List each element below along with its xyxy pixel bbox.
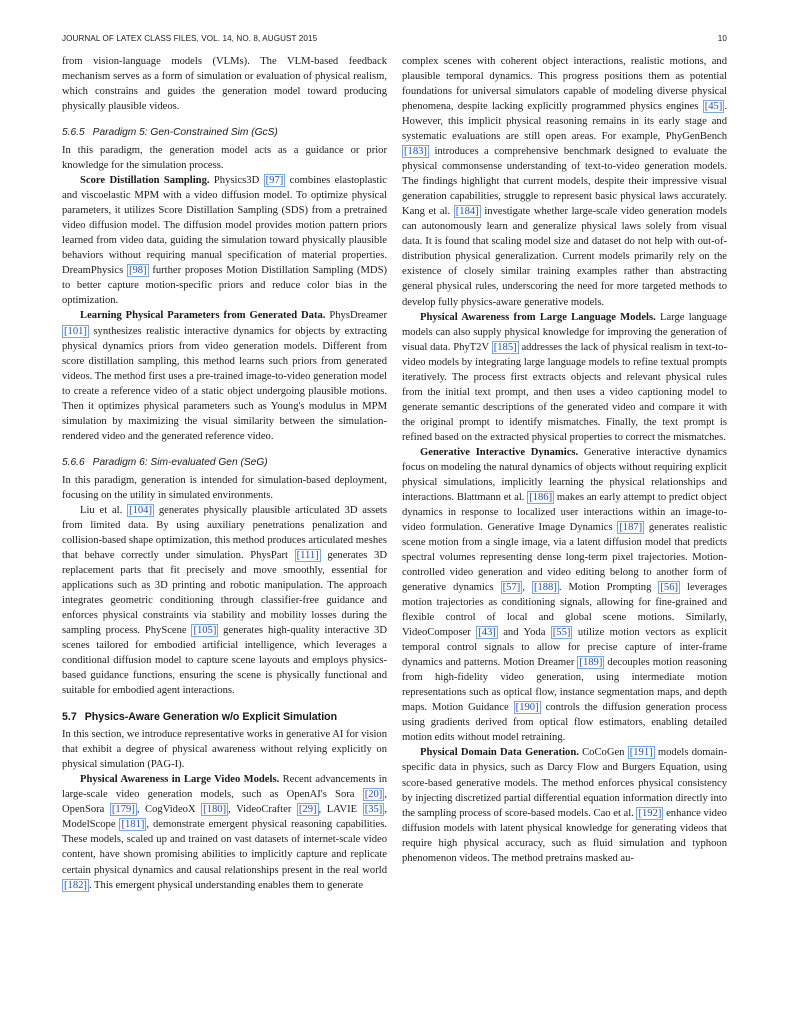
citation-link[interactable]: [43]: [478, 627, 496, 639]
paragraph-lead: Score Distillation Sampling.: [80, 175, 210, 187]
text: generates 3D replacement parts that fit precisely and move smoothly, essential for applications such as 3D printing and robotic manipulation. The approach integrates geometric conditioning through classifier-free guidance and enforces physical constraints via stability and mobility losses during the sampling process. PhyScene: [62, 549, 387, 637]
citation-link[interactable]: [188]: [533, 582, 557, 594]
paragraph-intro: from vision-language models (VLMs). The VLM-based feedback mechanism serves as a form of simulation or evaluation of physical realism, which constrains and guides the generation model toward producing physically plausible videos.: [62, 56, 387, 113]
citation-link[interactable]: [45]: [704, 101, 723, 113]
paragraph-565: In this paradigm, the generation model acts as a guidance or prior knowledge for the simulation process.: [62, 145, 387, 172]
citation-link[interactable]: [97]: [265, 175, 284, 187]
citation-link[interactable]: [55]: [552, 627, 571, 639]
citation-link[interactable]: [183]: [404, 146, 427, 158]
right-column: [402, 54, 727, 866]
text: Liu et al.: [80, 504, 128, 516]
text: CoCoGen: [578, 747, 628, 759]
citation-link[interactable]: [35]: [364, 804, 383, 816]
citation-link[interactable]: [186]: [529, 491, 553, 503]
citation-link[interactable]: [187]: [619, 521, 643, 533]
paragraph-57: In this section, we introduce representative works in generative AI for vision that exhibit a degree of physical awareness without relying explicitly on physical simulation (PAG-I).: [62, 729, 387, 771]
journal-header: JOURNAL OF LATEX CLASS FILES, VOL. 14, NO. 8, AUGUST 2015: [62, 34, 318, 43]
text: models domain-specific data in physics, such as Darcy Flow and Burgers Equation, using score-based generative models. The method enforces physical consistency by injecting discretized partial differential equation information directly into the sampling process of score-based models. Cao et al.: [402, 747, 728, 819]
text: , demonstrate emergent physical reasoning capabilities. These models, scaled up and trained on vast datasets of internet-scale video content, have shown promising abilities to implicitly capture and replicate certain physical dynamics and causal relationships present in the real world: [62, 819, 387, 876]
section-number: 5.7: [62, 711, 77, 724]
paragraph-liu: [62, 503, 387, 698]
citation-link[interactable]: [57]: [502, 582, 521, 594]
paragraph-continued: [402, 54, 727, 310]
paragraph-sds: [62, 173, 387, 308]
citation-link[interactable]: [185]: [493, 341, 517, 353]
paragraph-gid: [402, 445, 727, 746]
text: . However, this implicit physical reasoning remains in its early stage and systematic evaluations are still open areas. For example, PhyGenBench: [402, 101, 727, 143]
text: and Yoda: [497, 627, 551, 639]
text: , CogVideoX: [136, 804, 202, 816]
paragraph-llm: [402, 310, 727, 445]
text: controls the diffusion generation process using gradients derived from optical flow estimators, enabling detailed motion edits without model retraining.: [402, 702, 728, 744]
paragraph-lead: Physical Domain Data Generation.: [420, 747, 579, 759]
text: . This emergent physical understanding enables them to generate: [88, 879, 364, 891]
paragraph-lead: Generative Interactive Dynamics.: [420, 446, 579, 458]
text: PhysDreamer: [325, 310, 387, 322]
section-title: Paradigm 5: Gen-Constrained Sim (GcS): [92, 127, 278, 139]
citation-link[interactable]: [181]: [121, 819, 145, 831]
text: , LAVIE: [318, 804, 363, 816]
text: Physics3D: [209, 175, 264, 187]
citation-link[interactable]: [192]: [638, 807, 662, 819]
text: , VideoCrafter: [228, 804, 297, 816]
citation-link[interactable]: [191]: [629, 747, 653, 759]
citation-link[interactable]: [98]: [128, 265, 147, 277]
paragraph-lead: Physical Awareness in Large Video Models.: [80, 774, 280, 786]
subsection-heading-565: [62, 126, 387, 140]
citation-link[interactable]: [56]: [660, 582, 679, 594]
text: further proposes Motion Distillation Sampling (MDS) to better capture motion-specific priors and reduce color bias in the optimization.: [62, 265, 387, 307]
section-title: Paradigm 6: Sim-evaluated Gen (SeG): [92, 456, 268, 468]
citation-link[interactable]: [111]: [296, 549, 319, 561]
paragraph-palvm: [62, 772, 387, 892]
subsection-heading-566: [62, 456, 387, 470]
text: utilize motion vectors as explicit temporal control signals to allow for precise capture of inter-frame dynamics and patterns. Motion Dreamer: [402, 627, 728, 669]
text: ,: [522, 582, 532, 594]
paragraph-lpp: [62, 308, 387, 443]
text: . Motion Prompting: [558, 582, 659, 594]
text: Recent advancements in large-scale video generation models, such as OpenAI's Sora: [62, 774, 387, 801]
text: generates physically plausible articulated 3D assets from limited data. By using auxiliary penetrations penalization and collision-based shape optimization, this method produces articulated meshes that behave correctly under simulation. PhysPart: [62, 504, 387, 561]
citation-link[interactable]: [29]: [298, 804, 317, 816]
section-heading-57: [62, 710, 387, 724]
text: introduces a comprehensive benchmark designed to evaluate the physical commonsense understanding of text-to-video generation models. The findings highlight that current models, despite their impressive visual generation capabilities, struggle to represent basic physical laws accurately. Kang et al.: [402, 146, 727, 218]
text: complex scenes with coherent object interactions, realistic motions, and plausible temporal dynamics. This progress positions them as potential foundations for universal simulators capable of modeling diverse physical phenomena, despite lacking explicitly programmed physics engines: [402, 56, 727, 113]
citation-link[interactable]: [104]: [129, 504, 153, 516]
section-title: Physics-Aware Generation w/o Explicit Simulation: [84, 711, 338, 724]
citation-link[interactable]: [180]: [203, 804, 227, 816]
citation-link[interactable]: [101]: [64, 325, 87, 337]
citation-link[interactable]: [179]: [111, 804, 135, 816]
text: addresses the lack of physical realism in text-to-video models by integrating large language models to refine textual prompts iteratively. The process first extracts objects and relevant physical rules from the initial text prompt, and then uses a video captioning model to generate semantic descriptions of the generated video and compare it with the original prompt to identify mismatches. Finally, the text prompt is refined based on the extracted physical properties to correct the mismatches.: [402, 341, 727, 443]
citation-link[interactable]: [105]: [193, 625, 217, 637]
left-column: [62, 54, 387, 893]
section-number: 5.6.6: [62, 456, 85, 468]
text: generates high-quality interactive 3D scenes tailored for embodied artificial intelligence, which leverages a conditional diffusion model to capture scene layouts and employs physics-based guidance functions, ensuring the scene is physically functional and suitable for embodied agent interactions.: [62, 625, 387, 697]
text: investigate whether large-scale video generation models can autonomously learn and generalize physical laws solely from visual data. It is found that scaling model size and dataset do not help with out-of-distribution physical generalization. Current models primarily rely on the existence of closely similar training examples rather than abstracting general physical rules, underscoring the need for more targeted methods to develop fully physics-aware generative models.: [402, 206, 727, 308]
citation-link[interactable]: [182]: [64, 879, 87, 891]
text: makes an early attempt to predict object dynamics in response to localized user interactions within an image-to-video formulation. Generative Image Dynamics: [402, 491, 727, 533]
page-number: 10: [717, 34, 727, 43]
text: , ModelScope: [62, 804, 387, 831]
text: , OpenSora: [62, 789, 387, 816]
citation-link[interactable]: [189]: [579, 657, 603, 669]
text: synthesizes realistic interactive dynamics for objects by extracting physical dynamics priors from video generation models. Different from score distillation sampling, this method learns such priors from generated videos. The method first uses a pre-trained image-to-video generation model to create a reference video of a static object undergoing plausible motions. Then it optimizes physical parameters such as Young's modulus in MPM simulation by maximizing the visual similarity between the simulation-rendered video and the generated reference video.: [62, 325, 387, 442]
paragraph-lead: Learning Physical Parameters from Generated Data.: [80, 310, 326, 322]
running-header: [62, 34, 727, 48]
text: Generative interactive dynamics focus on modeling the natural dynamics of objects without requiring explicit physical simulations, implicitly learning the physical relationships and interactions. Blattmann et al.: [402, 446, 727, 503]
section-number: 5.6.5: [62, 127, 85, 139]
citation-link[interactable]: [190]: [515, 702, 539, 714]
citation-link[interactable]: [20]: [364, 789, 383, 801]
paragraph-566: In this paradigm, generation is intended for simulation-based deployment, focusing on the utility in simulated environments.: [62, 474, 387, 501]
text: Large language models can also supply physical knowledge for improving the generation of visual data. PhyT2V: [402, 311, 727, 353]
text: generates realistic scene motion from a single image, via a latent diffusion model that predicts spectral volumes representing dense long-term pixel trajectories. Motion-controlled video generation and video editing belong to another form of generative dynamics: [402, 521, 727, 594]
text: combines elastoplastic and viscoelastic MPM with a video diffusion model. To optimize physical parameters, it utilizes Score Distillation Sampling (SDS) from a pretrained video diffusion model. The diffusion model provides motion pattern priors learned from video data, guiding the simulation toward physically plausible behaviors without requiring manual specification of material properties. DreamPhysics: [62, 175, 388, 277]
text: enhance video diffusion models with latent physical knowledge for generating videos that require high physical accuracy, such as fluid simulation and typhoon phenomenon videos. The method pretrains masked au-: [402, 807, 727, 864]
text: decouples motion reasoning from high-fidelity video generation, using intermediate motion representations such as optical flow, instance segmentation maps, and depth maps. Motion Guidance: [402, 657, 727, 714]
paragraph-lead: Physical Awareness from Large Language Models.: [420, 311, 656, 323]
text: leverages motion trajectories as conditioning signals, allowing for fine-grained and flexible control of local and global scene motions. Similarly, VideoComposer: [402, 582, 727, 639]
paragraph-pdd: [402, 745, 727, 865]
citation-link[interactable]: [184]: [455, 206, 479, 218]
